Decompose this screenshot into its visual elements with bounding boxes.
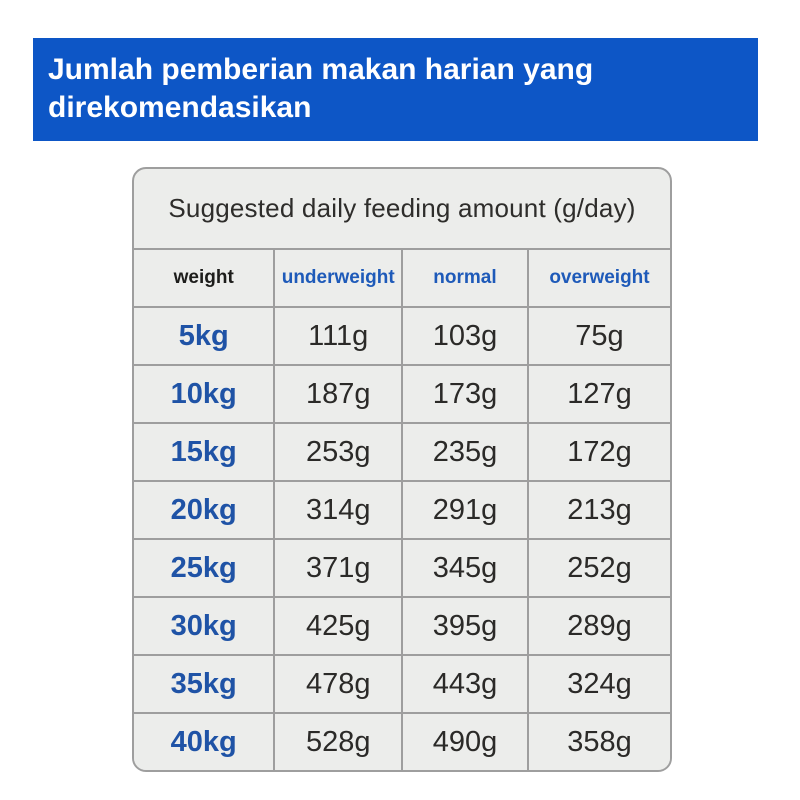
value-cell: 103g xyxy=(402,307,528,365)
value-cell: 314g xyxy=(274,481,402,539)
value-cell: 187g xyxy=(274,365,402,423)
table-row xyxy=(134,423,670,481)
value-cell: 345g xyxy=(402,539,528,597)
weight-cell: 35kg xyxy=(134,655,274,713)
column-header-underweight: underweight xyxy=(274,250,402,307)
value-cell: 443g xyxy=(402,655,528,713)
value-cell: 253g xyxy=(274,423,402,481)
value-cell: 252g xyxy=(528,539,670,597)
feeding-table xyxy=(134,250,670,770)
value-cell: 395g xyxy=(402,597,528,655)
table-row xyxy=(134,539,670,597)
value-cell: 235g xyxy=(402,423,528,481)
headline-banner xyxy=(33,38,758,141)
value-cell: 127g xyxy=(528,365,670,423)
value-cell: 173g xyxy=(402,365,528,423)
table-row xyxy=(134,597,670,655)
banner-title-line-2: direkomendasikan xyxy=(48,91,312,124)
value-cell: 425g xyxy=(274,597,402,655)
table-row xyxy=(134,713,670,770)
table-row xyxy=(134,365,670,423)
value-cell: 358g xyxy=(528,713,670,770)
value-cell: 75g xyxy=(528,307,670,365)
weight-cell: 20kg xyxy=(134,481,274,539)
value-cell: 289g xyxy=(528,597,670,655)
weight-cell: 40kg xyxy=(134,713,274,770)
table-row xyxy=(134,481,670,539)
banner-title-line-1: Jumlah pemberian makan harian yang xyxy=(48,53,594,86)
table-title: Suggested daily feeding amount (g/day) xyxy=(134,169,670,250)
value-cell: 371g xyxy=(274,539,402,597)
value-cell: 478g xyxy=(274,655,402,713)
value-cell: 324g xyxy=(528,655,670,713)
value-cell: 291g xyxy=(402,481,528,539)
value-cell: 528g xyxy=(274,713,402,770)
value-cell: 213g xyxy=(528,481,670,539)
feeding-table-card xyxy=(132,167,672,772)
value-cell: 172g xyxy=(528,423,670,481)
weight-cell: 30kg xyxy=(134,597,274,655)
header-row xyxy=(134,250,670,307)
column-header-overweight: overweight xyxy=(528,250,670,307)
weight-cell: 10kg xyxy=(134,365,274,423)
weight-cell: 15kg xyxy=(134,423,274,481)
column-header-normal: normal xyxy=(402,250,528,307)
weight-cell: 25kg xyxy=(134,539,274,597)
column-header-weight: weight xyxy=(134,250,274,307)
table-row xyxy=(134,307,670,365)
weight-cell: 5kg xyxy=(134,307,274,365)
value-cell: 490g xyxy=(402,713,528,770)
value-cell: 111g xyxy=(274,307,402,365)
table-row xyxy=(134,655,670,713)
